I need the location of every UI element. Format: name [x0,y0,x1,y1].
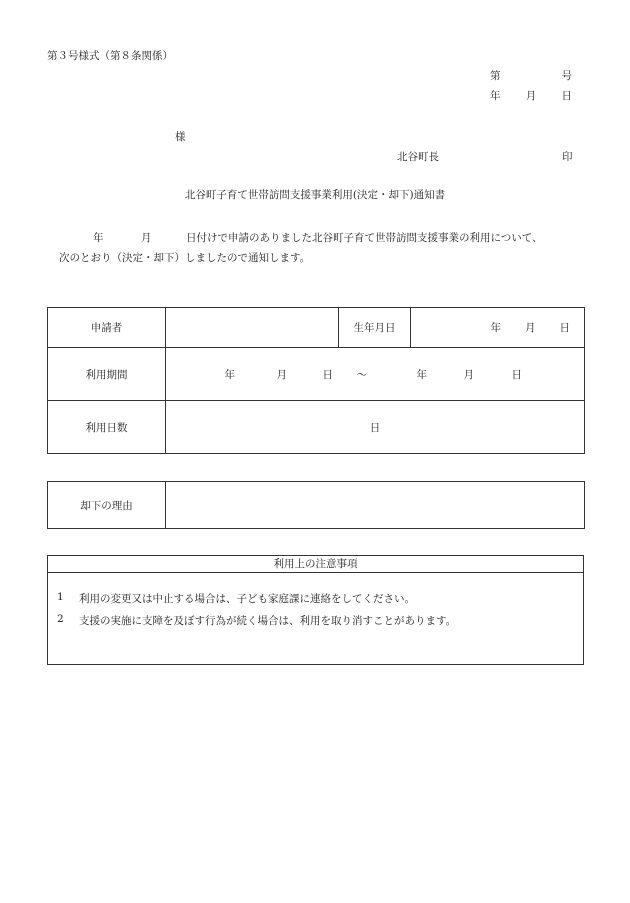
notes-list [48,573,583,628]
body-line-2: 次のとおり（決定・却下）しましたので通知します。 [59,252,311,264]
note-item [57,591,583,606]
period-day-1: 日 [322,368,333,381]
rejection-reason-label: 却下の理由 [48,482,166,529]
rejection-row [48,482,585,529]
dob-month: 月 [525,322,536,334]
body-month: 月 [141,232,152,244]
issuer-name: 北谷町長 [397,151,439,163]
period-label: 利用期間 [48,348,166,401]
note-number: 1 [57,591,64,603]
rejection-table [47,481,585,529]
period-year-1: 年 [224,368,235,381]
seal-mark: 印 [562,151,573,163]
note-text: 利用の変更又は中止する場合は、子ども家庭課に連絡をしてください。 [79,593,415,605]
body-line-1 [93,233,543,244]
applicant-row [48,308,585,348]
days-field[interactable] [166,401,585,454]
days-unit: 日 [369,421,381,434]
note-item [57,613,583,628]
note-text: 支援の実施に支障を及ぼす行為が続く場合は、利用を取り消すことがあります。 [79,615,457,627]
body-text: 日付けで申請のありました北谷町子育て世帯訪問支援事業の利用について、 [186,232,543,244]
period-year-2: 年 [416,368,427,381]
period-field[interactable] [166,348,585,401]
period-row [48,348,585,401]
go-label: 号 [561,70,572,82]
dob-year: 年 [490,322,501,334]
document-title: 北谷町子育て世帯訪問支援事業利用(決定・却下)通知書 [184,189,446,201]
document-number-line [490,71,572,82]
days-label: 利用日数 [48,401,166,454]
details-table [47,307,585,454]
dai-label: 第 [490,70,501,82]
form-number: 第３号様式（第８条関係） [47,50,173,62]
notes-heading: 利用上の注意事項 [48,556,583,573]
period-tilde: ～ [356,368,367,381]
period-day-2: 日 [511,368,522,381]
period-month-1: 月 [276,368,287,381]
note-number: 2 [57,613,64,625]
day-label: 日 [561,89,572,102]
period-month-2: 月 [463,368,474,381]
dob-field[interactable] [411,308,585,348]
applicant-label: 申請者 [48,308,166,348]
rejection-reason-field[interactable] [166,482,585,529]
addressee-suffix: 様 [175,131,186,143]
issue-date-line [490,91,572,102]
applicant-field[interactable] [166,308,339,348]
body-year: 年 [93,232,104,244]
month-label: 月 [525,89,537,102]
document-number-date-block [490,71,572,110]
days-row [48,401,585,454]
notes-box [47,555,584,665]
dob-day: 日 [559,322,570,334]
year-label: 年 [490,89,501,102]
dob-label: 生年月日 [339,308,411,348]
